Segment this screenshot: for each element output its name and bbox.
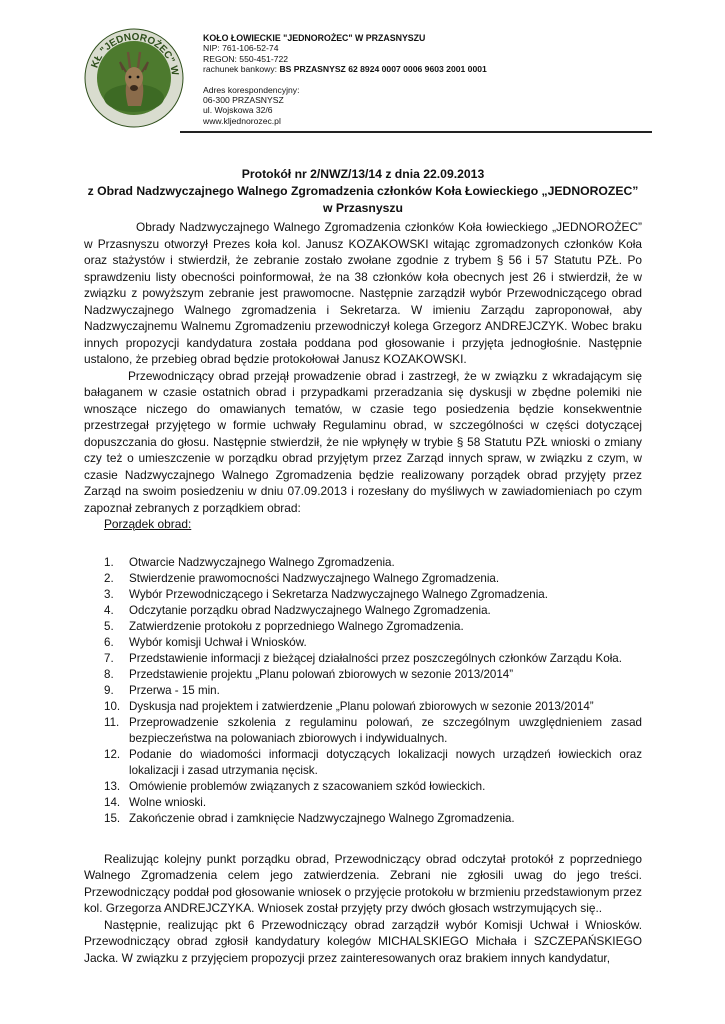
letterhead-info [203, 33, 673, 126]
agenda-item: 12. Podanie do wiadomości informacji dotyczących lokalizacji nowych urządzeń łowieckich oraz lokalizacji i zasad utrzymania nęcisk. [104, 747, 642, 777]
agenda-item: 11. Przeprowadzenie szkolenia z regulaminu polowań, ze szczególnym uwzględnieniem zasad bezpieczeństwa na polowaniach zbiorowych i indywidualnych. [104, 715, 642, 745]
paragraph-chair: Przewodniczący obrad przejął prowadzenie obrad i zastrzegł, że w związku z wkradającym się bałaganem w czasie ostatnich obrad i przypadkami przeradzania się dyskusji w zbędne polemiki nie wnoszące niczego do omawianych tematów, w czasie tego posiedzenia będzie konsekwentnie przestrzegał przyjętego w formie uchwały Regulaminu obrad, w szczególności w części dotyczącej dopuszczania do głosu. Następnie stwierdził, że nie wpłynęły w trybie § 58 Statutu PZŁ wnioski o zmiany czy też o umieszczenie w porządku obrad przyjętym przez Zarząd innych spraw, w związku z czym, w czasie Nadzwyczajnego Walnego Zgromadzenia będzie realizowany porządek obrad przyjęty przez Zarząd na swoim posiedzeniu w dniu 07.09.2013 i rozesłany do myśliwych w zawiadomieniach po czym zapoznał zebranych z porządkiem obrad: [84, 368, 642, 515]
agenda-item: 3. Wybór Przewodniczącego i Sekretarza Nadzwyczajnego Walnego Zgromadzenia. [104, 587, 548, 601]
deer-logo-icon [84, 28, 184, 128]
agenda-list [84, 555, 642, 827]
agenda-item: 8. Przedstawienie projektu „Planu polowań zbiorowych w sezonie 2013/2014” [104, 667, 514, 681]
website: www.kljednorozec.pl [203, 115, 281, 126]
bank-account [203, 64, 673, 74]
bank-account-value: BS PRZASNYSZ 62 8924 0007 0006 9603 2001 0001 [279, 64, 487, 75]
title-line-2: z Obrad Nadzwyczajnego Walnego Zgromadzenia członków Koła Łowieckiego „JEDNOROZEC” w Przasnyszu [87, 184, 639, 215]
agenda-item: 15. Zakończenie obrad i zamknięcie Nadzwyczajnego Walnego Zgromadzenia. [104, 811, 515, 825]
document-title [84, 166, 642, 217]
paragraph-opening: Obrady Nadzwyczajnego Walnego Zgromadzenia członków Koła łowieckiego „JEDNOROŻEC” w Przasnyszu otworzył Prezes koła kol. Janusz KOZAKOWSKI witając zgromadzonych członków Koła oraz stażystów i stwierdził, że zebranie zostało zwołane zgodnie z trybem § 56 i 57 Statutu PZŁ. Po sprawdzeniu listy obecności poinformował, że na 38 członków koła obecnych jest 26 i stwierdził, że w związku z powyższym zebranie jest prawomocne. Następnie zarządził wybór Przewodniczącego obrad Nadzwyczajnego Walnego zgromadzenia i Sekretarza. W imieniu Zarządu zaproponował, aby Nadzwyczajnemu Walnemu Zgromadzeniu przewodniczył kolega Grzegorz ANDREJCZYK. Wobec braku innych propozycji kandydatura została poddana pod głosowanie i przyjęta jednogłośnie. Następnie ustalono, że przebieg obrad będzie protokołował Janusz KOZAKOWSKI. [84, 220, 642, 366]
address-street: ul. Wojskowa 32/6 [203, 105, 273, 116]
bank-account-label: rachunek bankowy: [203, 64, 278, 75]
org-name: KOŁO ŁOWIECKIE "JEDNOROŻEC" W PRZASNYSZU [203, 33, 426, 43]
nip: NIP: 761-106-52-74 [203, 43, 279, 54]
agenda-item: 5. Zatwierdzenie protokołu z poprzedniego Walnego Zgromadzenia. [104, 619, 464, 633]
agenda-item: 4. Odczytanie porządku obrad Nadzwyczajnego Walnego Zgromadzenia. [104, 603, 491, 617]
agenda-item: 9. Przerwa - 15 min. [104, 683, 220, 697]
regon: REGON: 550-451-722 [203, 53, 289, 64]
agenda-item: 7. Przedstawienie informacji z bieżącej działalności przez poszczególnych członków Zarządu Koła. [104, 651, 622, 665]
agenda-item: 13. Omówienie problemów związanych z szacowaniem szkód łowieckich. [104, 779, 486, 793]
agenda-item: 1. Otwarcie Nadzwyczajnego Walnego Zgromadzenia. [104, 555, 395, 569]
agenda-item: 2. Stwierdzenie prawomocności Nadzwyczajnego Walnego Zgromadzenia. [104, 571, 500, 585]
header-divider [180, 131, 652, 133]
club-logo [84, 28, 184, 128]
agenda-item: 6. Wybór komisji Uchwał i Wniosków. [104, 635, 307, 649]
paragraph-committee: Następnie, realizując pkt 6 Przewodniczący obrad zarządził wybór Komisji Uchwał i Wniosków. Przewodniczący obrad zgłosił kandydatury kolegów MICHALSKIEGO Michała i SZCZEPAŃSKIEGO Jacka. W związku z przyjęciem propozycji przez zainteresowanych oraz brakiem innych kandydatur, [84, 917, 642, 965]
address-city: 06-300 PRZASNYSZ [203, 95, 284, 106]
agenda-item: 10. Dyskusja nad projektem i zatwierdzenie „Planu polowań zbiorowych w sezonie 2013/2014” [104, 699, 594, 713]
paragraph-minutes-approval: Realizując kolejny punkt porządku obrad, Przewodniczący obrad odczytał protokół z poprzedniego Walnego Zgromadzenia celem jego zatwierdzenia. Zebrani nie zgłosili uwag do jego treści. Przewodniczący poddał pod głosowanie wniosek o przyjęcie protokołu w brzmieniu przedstawionym przez kol. Grzegorza ANDREJCZYKA. Wniosek został przyjęty przy dwóch głosach wstrzymujących się.. [84, 851, 642, 915]
title-line-1: Protokół nr 2/NWZ/13/14 z dnia 22.09.2013 [241, 167, 485, 181]
document-body [84, 219, 642, 966]
logo-ring-text: KŁ "JEDNOROŻEC" W [89, 31, 181, 77]
agenda-item: 14. Wolne wnioski. [104, 795, 207, 809]
agenda-title: Porządek obrad: [104, 517, 192, 531]
address-label: Adres korespondencyjny: [203, 84, 300, 95]
